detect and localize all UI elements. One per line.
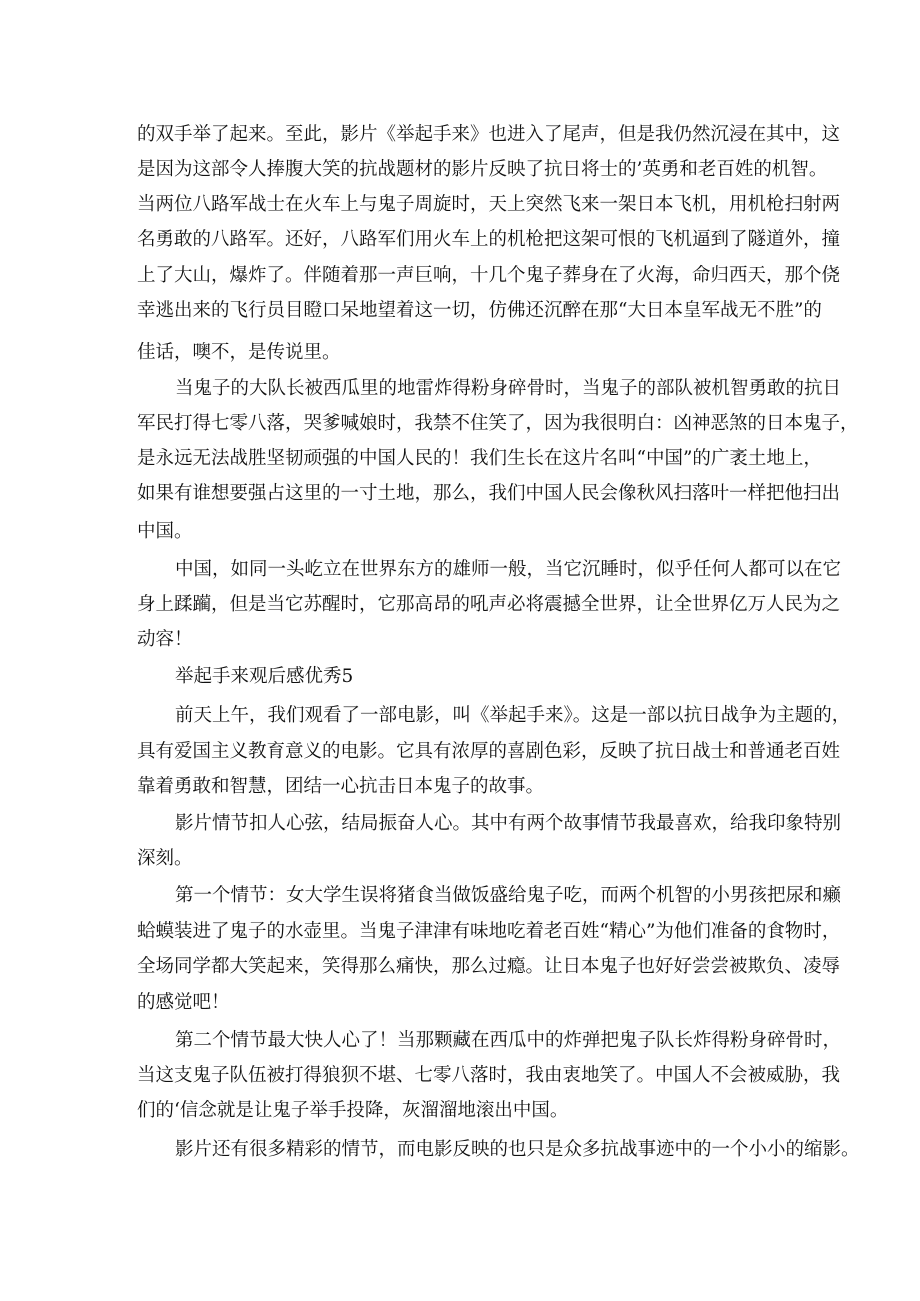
text-line: 当这支鬼子队伍被打得狼狈不堪、七零八落时，我由衷地笑了。中国人不会被威胁，我 [137,1065,841,1086]
text-line: 深刻。 [137,848,193,869]
section-heading: 举起手来观后感优秀5 [175,666,354,687]
text-line: 第二个情节最大快人心了！当那颗藏在西瓜中的炸弹把鬼子队长炸得粉身碎骨时， [175,1030,842,1051]
text-line: 具有爱国主义教育意义的电影。它具有浓厚的喜剧色彩，反映了抗日战士和普通老百姓 [137,741,841,762]
text-line: 当两位八路军战士在火车上与鬼子周旋时，天上突然飞来一架日本飞机，用机枪扫射两 [137,194,841,215]
text-line: 幸逃出来的飞行员目瞪口呆地望着这一切，仿佛还沉醉在那“大日本皇军战无不胜”的 [137,300,822,321]
text-line: 佳话，噢不，是传说里。 [137,342,341,363]
text-line: 影片情节扣人心弦，结局振奋人心。其中有两个故事情节我最喜欢，给我印象特别 [175,813,842,834]
text-line: 影片还有很多精彩的情节，而电影反映的也只是众多抗战事迹中的一个小小的缩影。 [175,1139,860,1160]
text-line: 靠着勇敢和智慧，团结一心抗击日本鬼子的故事。 [137,776,545,797]
text-line: 是永远无法战胜坚韧顽强的中国人民的！我们生长在这片名叫“中国”的广袤土地上， [137,448,822,469]
text-line: 名勇敢的八路军。还好，八路军们用火车上的机枪把这架可恨的飞机逼到了隧道外，撞 [137,229,841,250]
text-line: 的感觉吧！ [137,992,230,1013]
text-line: 中国。 [137,521,193,542]
text-line: 前天上午，我们观看了一部电影，叫《举起手来》。这是一部以抗日战争为主题的， [175,705,851,726]
text-line: 如果有谁想要强占这里的一寸土地，那么，我们中国人民会像秋风扫落叶一样把他扫出 [137,483,841,504]
text-line: 是因为这部令人捧腹大笑的抗战题材的影片反映了抗日将士的’英勇和老百姓的机智。 [137,159,828,180]
text-line: 身上蹂躏，但是当它苏醒时，它那高昂的吼声必将震撼全世界，让全世界亿万人民为之 [137,594,841,615]
text-line: 军民打得七零八落，哭爹喊娘时，我禁不住笑了，因为我很明白：凶神恶煞的日本鬼子， [137,413,859,434]
text-line: 第一个情节：女大学生误将猪食当做饭盛给鬼子吃，而两个机智的小男孩把尿和癞 [175,885,842,906]
text-line: 中国，如同一头屹立在世界东方的雄师一般，当它沉睡时，似乎任何人都可以在它 [175,559,842,580]
text-line: 当鬼子的大队长被西瓜里的地雷炸得粉身碎骨时，当鬼子的部队被机智勇敢的抗日 [175,378,842,399]
text-line: 们的‘信念就是让鬼子举手投降，灰溜溜地滚出中国。 [137,1100,569,1121]
text-line: 上了大山，爆炸了。伴随着那一声巨响，十几个鬼子葬身在了火海，命归西天，那个侥 [137,265,841,286]
text-line: 全场同学都大笑起来，笑得那么痛快，那么过瘾。让日本鬼子也好好尝尝被欺负、凌辱 [137,956,841,977]
text-line: 蛤蟆装进了鬼子的水壶里。当鬼子津津有味地吃着老百姓“精心”为他们准备的食物时， [137,921,841,942]
text-line: 的双手举了起来。至此，影片《举起手来》也进入了尾声，但是我仍然沉浸在其中，这 [137,124,841,145]
text-line: 动容！ [137,629,193,650]
